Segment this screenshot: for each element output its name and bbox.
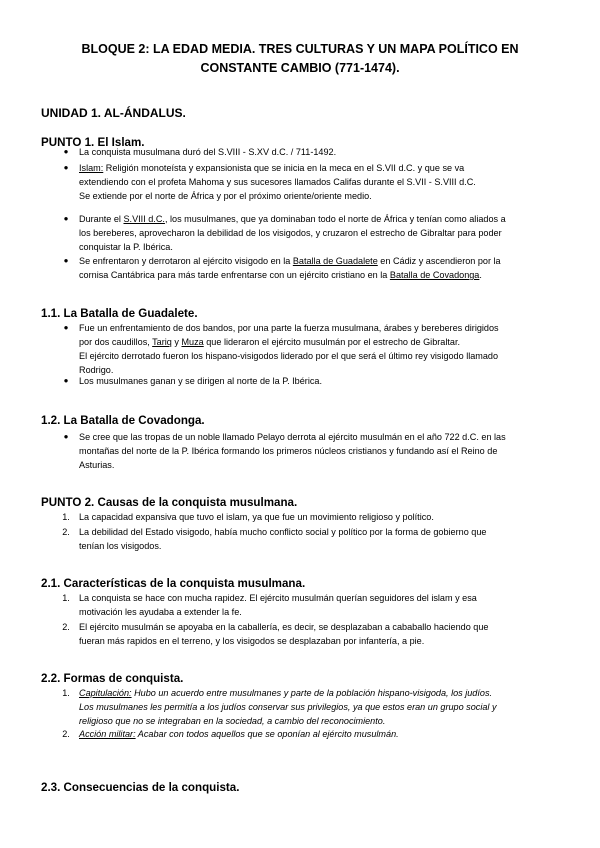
tariq-name: Tariq — [152, 337, 172, 347]
capitulacion-term: Capitulación: — [79, 688, 132, 698]
list-item — [63, 145, 337, 159]
title-line-1: BLOQUE 2: LA EDAD MEDIA. TRES CULTURAS Y UN MAPA POLÍTICO EN — [81, 42, 519, 56]
document-title — [60, 40, 540, 78]
bullet-icon: ● — [63, 256, 69, 265]
section-2-3-heading: 2.3. Consecuencias de la conquista. — [41, 781, 240, 794]
section-1-2-heading: 1.2. La Batalla de Covadonga. — [41, 414, 205, 427]
unit-heading: UNIDAD 1. AL-ÁNDALUS. — [41, 106, 186, 120]
guadalete-link: Batalla de Guadalete — [292, 256, 378, 266]
title-line-2: CONSTANTE CAMBIO (771-1474). — [200, 61, 400, 75]
bullet-icon: ● — [63, 163, 69, 172]
number-marker: 1. — [62, 512, 70, 522]
punto-2-heading: PUNTO 2. Causas de la conquista musulmana. — [41, 496, 298, 509]
list-item: ● Los musulmanes ganan y se dirigen al norte de la P. Ibérica. — [79, 374, 322, 388]
century-term: S.VIII d.C. — [123, 214, 165, 224]
bullet-icon: ● — [63, 147, 69, 156]
bullet-icon: ● — [63, 432, 69, 441]
section-2-2-heading: 2.2. Formas de conquista. — [41, 672, 184, 685]
bullet-icon: ● — [63, 376, 69, 385]
number-marker: 1. — [62, 593, 70, 603]
accion-militar-term: Acción militar: — [79, 729, 136, 739]
item-text: La conquista musulmana duró del S.VIII - S.XV d.C. / 711-1492. — [79, 147, 337, 157]
covadonga-link: Batalla de Covadonga — [389, 270, 480, 280]
list-item: 2. Acción militar: Acabar con todos aquellos que se oponían al ejército musulmán. — [79, 727, 399, 741]
number-marker: 2. — [62, 729, 70, 739]
bullet-icon: ● — [63, 214, 69, 223]
list-item: ● Se cree que las tropas de un noble llamado Pelayo derrota al ejército musulmán en el año 722 d.C. en las montañas del norte de la P. Ibérica formando los primeros núcleos cristianos y fundando así el Reino de Asturias. — [79, 430, 506, 472]
number-marker: 1. — [62, 688, 70, 698]
number-marker: 2. — [62, 527, 70, 537]
islam-term: Islam: — [79, 163, 104, 173]
section-2-1-heading: 2.1. Características de la conquista musulmana. — [41, 577, 306, 590]
list-item: 1. Capitulación: Hubo un acuerdo entre musulmanes y parte de la población hispano-visigoda, los judíos. Los musulmanes les permitía a los judíos conservar sus privilegios, ya que estos eran un grupo social y religioso que no se integraban en la sociedad, a cambio del reconocimiento. — [79, 686, 497, 728]
list-item: ● Fue un enfrentamiento de dos bandos, por una parte la fuerza musulmana, árabes y bereberes dirigidos por dos caudillos, Tariq y Muza que lideraron el ejército musulmán por el estrecho de Gibraltar. El ejército derrotado fueron los hispano-visigodos liderado por el que será el último rey visigodo llamado Rodrigo. — [79, 321, 499, 377]
list-item: 2. La debilidad del Estado visigodo, había mucho conflicto social y político por la forma de gobierno que tenían los visigodos. — [79, 525, 486, 553]
punto-1-heading: PUNTO 1. El Islam. — [41, 136, 145, 149]
list-item: 2. El ejército musulmán se apoyaba en la caballería, es decir, se desplazaban a cababallo haciendo que fueran más rapidos en el terreno, y los visigodos se desplazaban por infantería, a pie. — [79, 620, 489, 648]
list-item: ● Se enfrentaron y derrotaron al ejército visigodo en la Batalla de Guadalete en Cádiz y ascendieron por la cornisa Cantábrica para más tarde enfrentarse con un ejército cristiano en la Batalla de Covadonga. — [79, 254, 501, 282]
bullet-icon: ● — [63, 323, 69, 332]
list-item: ● Islam: Religión monoteísta y expansionista que se inicia en la meca en el S.VII d.C. y que se va extendiendo con el profeta Mahoma y sus sucesores llamados Califas durante el S.VII - S.VIII d.C. Se extiende por el norte de África y por el próximo oriente/oriente medio. — [79, 161, 476, 203]
muza-name: Muza — [181, 337, 204, 347]
list-item: ● Durante el S.VIII d.C., los musulmanes, que ya dominaban todo el norte de África y tenían como aliados a los bereberes, aprovecharon la debilidad de los visigodos, y cruzaron el estrecho de Gibraltar para poder conquistar la P. Ibérica. — [79, 212, 506, 254]
number-marker: 2. — [62, 622, 70, 632]
section-1-1-heading: 1.1. La Batalla de Guadalete. — [41, 307, 198, 320]
list-item: 1. La capacidad expansiva que tuvo el islam, ya que fue un movimiento religioso y político. — [79, 510, 434, 524]
list-item: 1. La conquista se hace con mucha rapidez. El ejército musulmán querían seguidores del islam y esa motivación les ayudaba a extender la fe. — [79, 591, 477, 619]
